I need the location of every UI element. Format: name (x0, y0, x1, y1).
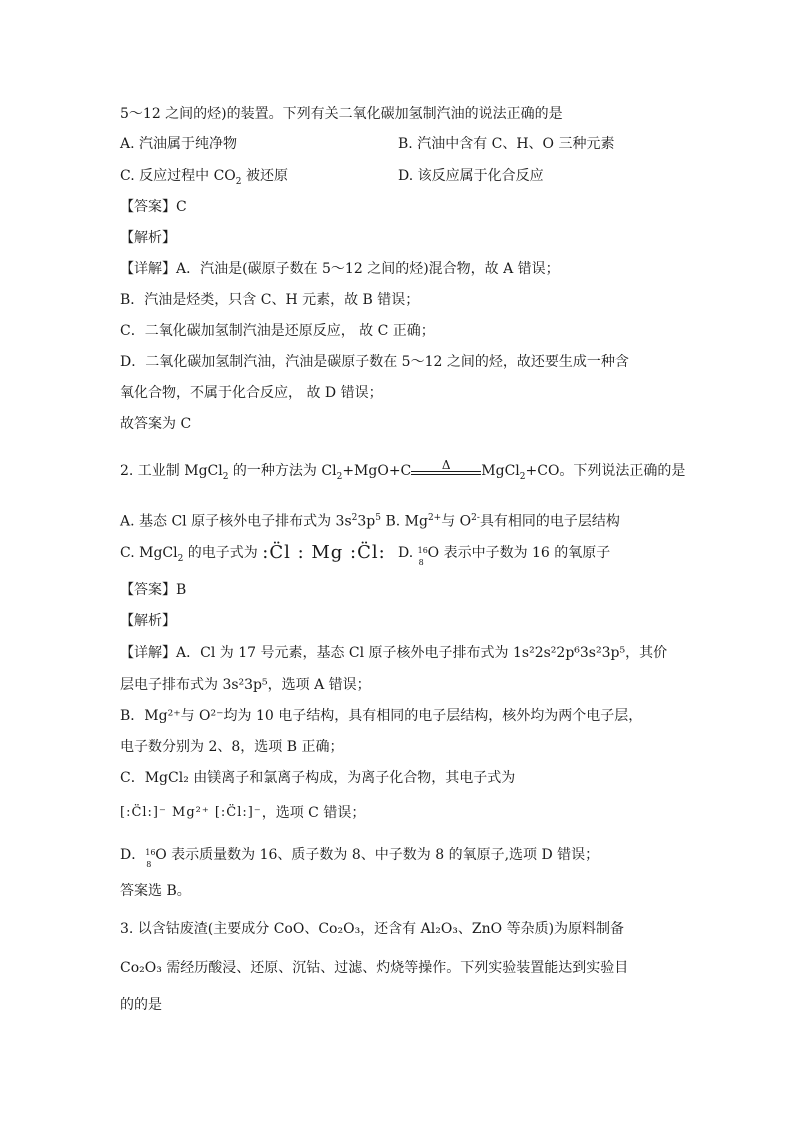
q1-answer-label: 【答案】 (120, 199, 176, 215)
q1-option-c-post: 被还原 (241, 168, 288, 184)
q1-stem-tail: 5～12 之间的烃)的装置。下列有关二氧化碳加氢制汽油的说法正确的是 (120, 106, 563, 122)
q1-detail-4: D．二氧化碳加氢制汽油，汽油是碳原子数在 5～12 之间的烃，故还要生成一种含 (120, 354, 629, 370)
q2-detail-7 (120, 845, 600, 869)
q2-stem-products: MgCl (481, 463, 520, 479)
q1-option-c-sub: 2 (235, 176, 242, 187)
q2-option-d (398, 543, 611, 567)
q1-answer (120, 197, 187, 217)
q2-option-c-post: 的电子式为 (183, 545, 263, 561)
q1-answer-value: C (176, 199, 187, 215)
q2-option-a: A. 基态 Cl 原子核外电子排布式为 3s (120, 513, 352, 530)
reaction-condition: Δ (441, 458, 451, 472)
q2-detail-6 (120, 803, 365, 823)
q2-answer-value: B (176, 582, 187, 598)
q2-detail-1: 【详解】A．Cl 为 17 号元素，基态 Cl 原子核外电子排布式为 1s²2s²2p⁶3s²3p⁵，其价 (120, 645, 668, 661)
q2-detail-2: 层电子排布式为 3s²3p⁵，选项 A 错误； (120, 677, 371, 693)
q2-answer (120, 580, 186, 600)
q3-line-2: Co₂O₃ 需经历酸浸、还原、沉钴、过滤、灼烧等操作。下列实验装置能达到实验目 (120, 960, 629, 976)
q2-stem-sub3: 2 (519, 471, 526, 482)
q2-option-c-pre: C. MgCl (120, 545, 178, 561)
q3-line-1: 3. 以含钴废渣(主要成分 CoO、Co₂O₃，还含有 Al₂O₃、ZnO 等杂质)为原料制备 (120, 921, 625, 937)
q2-detail-4: 电子数分别为 2、8，选项 B 正确； (120, 739, 344, 755)
q2-stem (120, 458, 686, 487)
q1-detail-5: 氧化合物，不属于化合反应， 故 D 错误； (120, 385, 383, 401)
q1-option-c-text: C. 反应过程中 CO (120, 168, 236, 184)
q1-option-c (120, 166, 288, 192)
nuclide-symbol-detail (145, 845, 156, 869)
q2-option-b-sup2: 2- (471, 513, 480, 523)
q2-option-b-mid: 与 O (441, 513, 472, 530)
q2-stem-reactants: +MgO+C (342, 463, 412, 479)
q2-conclusion: 答案选 B。 (120, 883, 191, 899)
q2-option-d-pre: D. (398, 545, 418, 561)
q2-option-a-sup2: 5 (375, 513, 381, 523)
q2-option-b-post: 具有相同的电子层结构 (479, 513, 620, 530)
nuclide-symbol (417, 543, 428, 567)
q2-detail-6-post: ，选项 C 错误； (261, 805, 366, 821)
q2-stem-tail: +CO。下列说法正确的是 (525, 463, 686, 479)
q2-option-b-sup: 2+ (427, 513, 442, 523)
q1-detail-1: 【详解】A．汽油是(碳原子数在 5～12 之间的烃)混合物，故 A 错误； (120, 261, 560, 277)
q2-detail-7-pre: D． (120, 847, 146, 863)
q1-detail-3: C．二氧化碳加氢制汽油是还原反应， 故 C 正确； (120, 323, 435, 339)
q1-analysis-label: 【解析】 (120, 230, 176, 246)
q2-detail-3: B．Mg²⁺与 O²⁻均为 10 电子结构，具有相同的电子层结构，核外均为两个电子层， (120, 708, 643, 724)
q2-stem-mid: 的一种方法为 Cl (228, 463, 337, 479)
q2-option-d-post: O 表示中子数为 16 的氧原子 (427, 545, 611, 561)
atomic-number-detail: 8 (146, 860, 152, 869)
q1-option-a: A. 汽油属于纯净物 (120, 136, 238, 152)
q1-detail-2: B．汽油是烃类，只含 C、H 元素，故 B 错误； (120, 292, 420, 308)
q2-stem-sub: 2 (222, 471, 229, 482)
mass-number-detail: 16 (145, 848, 156, 857)
q2-answer-label: 【答案】 (120, 582, 176, 598)
q1-option-b: B. 汽油中含有 C、H、O 三种元素 (398, 136, 615, 152)
q2-option-a-sup1: 2 (351, 513, 358, 523)
reaction-condition-arrow (411, 458, 481, 475)
q2-option-c-sub: 2 (177, 553, 184, 564)
q2-option-c (120, 543, 386, 569)
q2-option-b: B. Mg (381, 513, 428, 530)
q2-option-a-mid: 3p (357, 513, 376, 530)
q2-stem-pre: 2. 工业制 MgCl (120, 463, 223, 479)
ionic-electron-formula: [:C̈l:]⁻ Mg²⁺ [:C̈l:]⁻ (120, 805, 262, 820)
q2-stem-sub2: 2 (336, 471, 343, 482)
q3-line-3: 的的是 (120, 997, 162, 1013)
atomic-number: 8 (418, 558, 424, 567)
q1-conclusion: 故答案为 C (120, 416, 192, 432)
q2-option-ab (120, 508, 620, 532)
q1-option-d: D. 该反应属于化合反应 (398, 168, 544, 184)
q2-detail-7-post: O 表示质量数为 16、质子数为 8、中子数为 8 的氧原子,选项 D 错误； (155, 847, 600, 863)
q2-detail-5: C．MgCl₂ 由镁离子和氯离子构成，为离子化合物，其电子式为 (120, 770, 516, 786)
electron-dot-formula: :C̈l : Mg :C̈l: (262, 542, 386, 563)
q2-analysis-label: 【解析】 (120, 613, 176, 629)
mass-number: 16 (417, 546, 428, 555)
